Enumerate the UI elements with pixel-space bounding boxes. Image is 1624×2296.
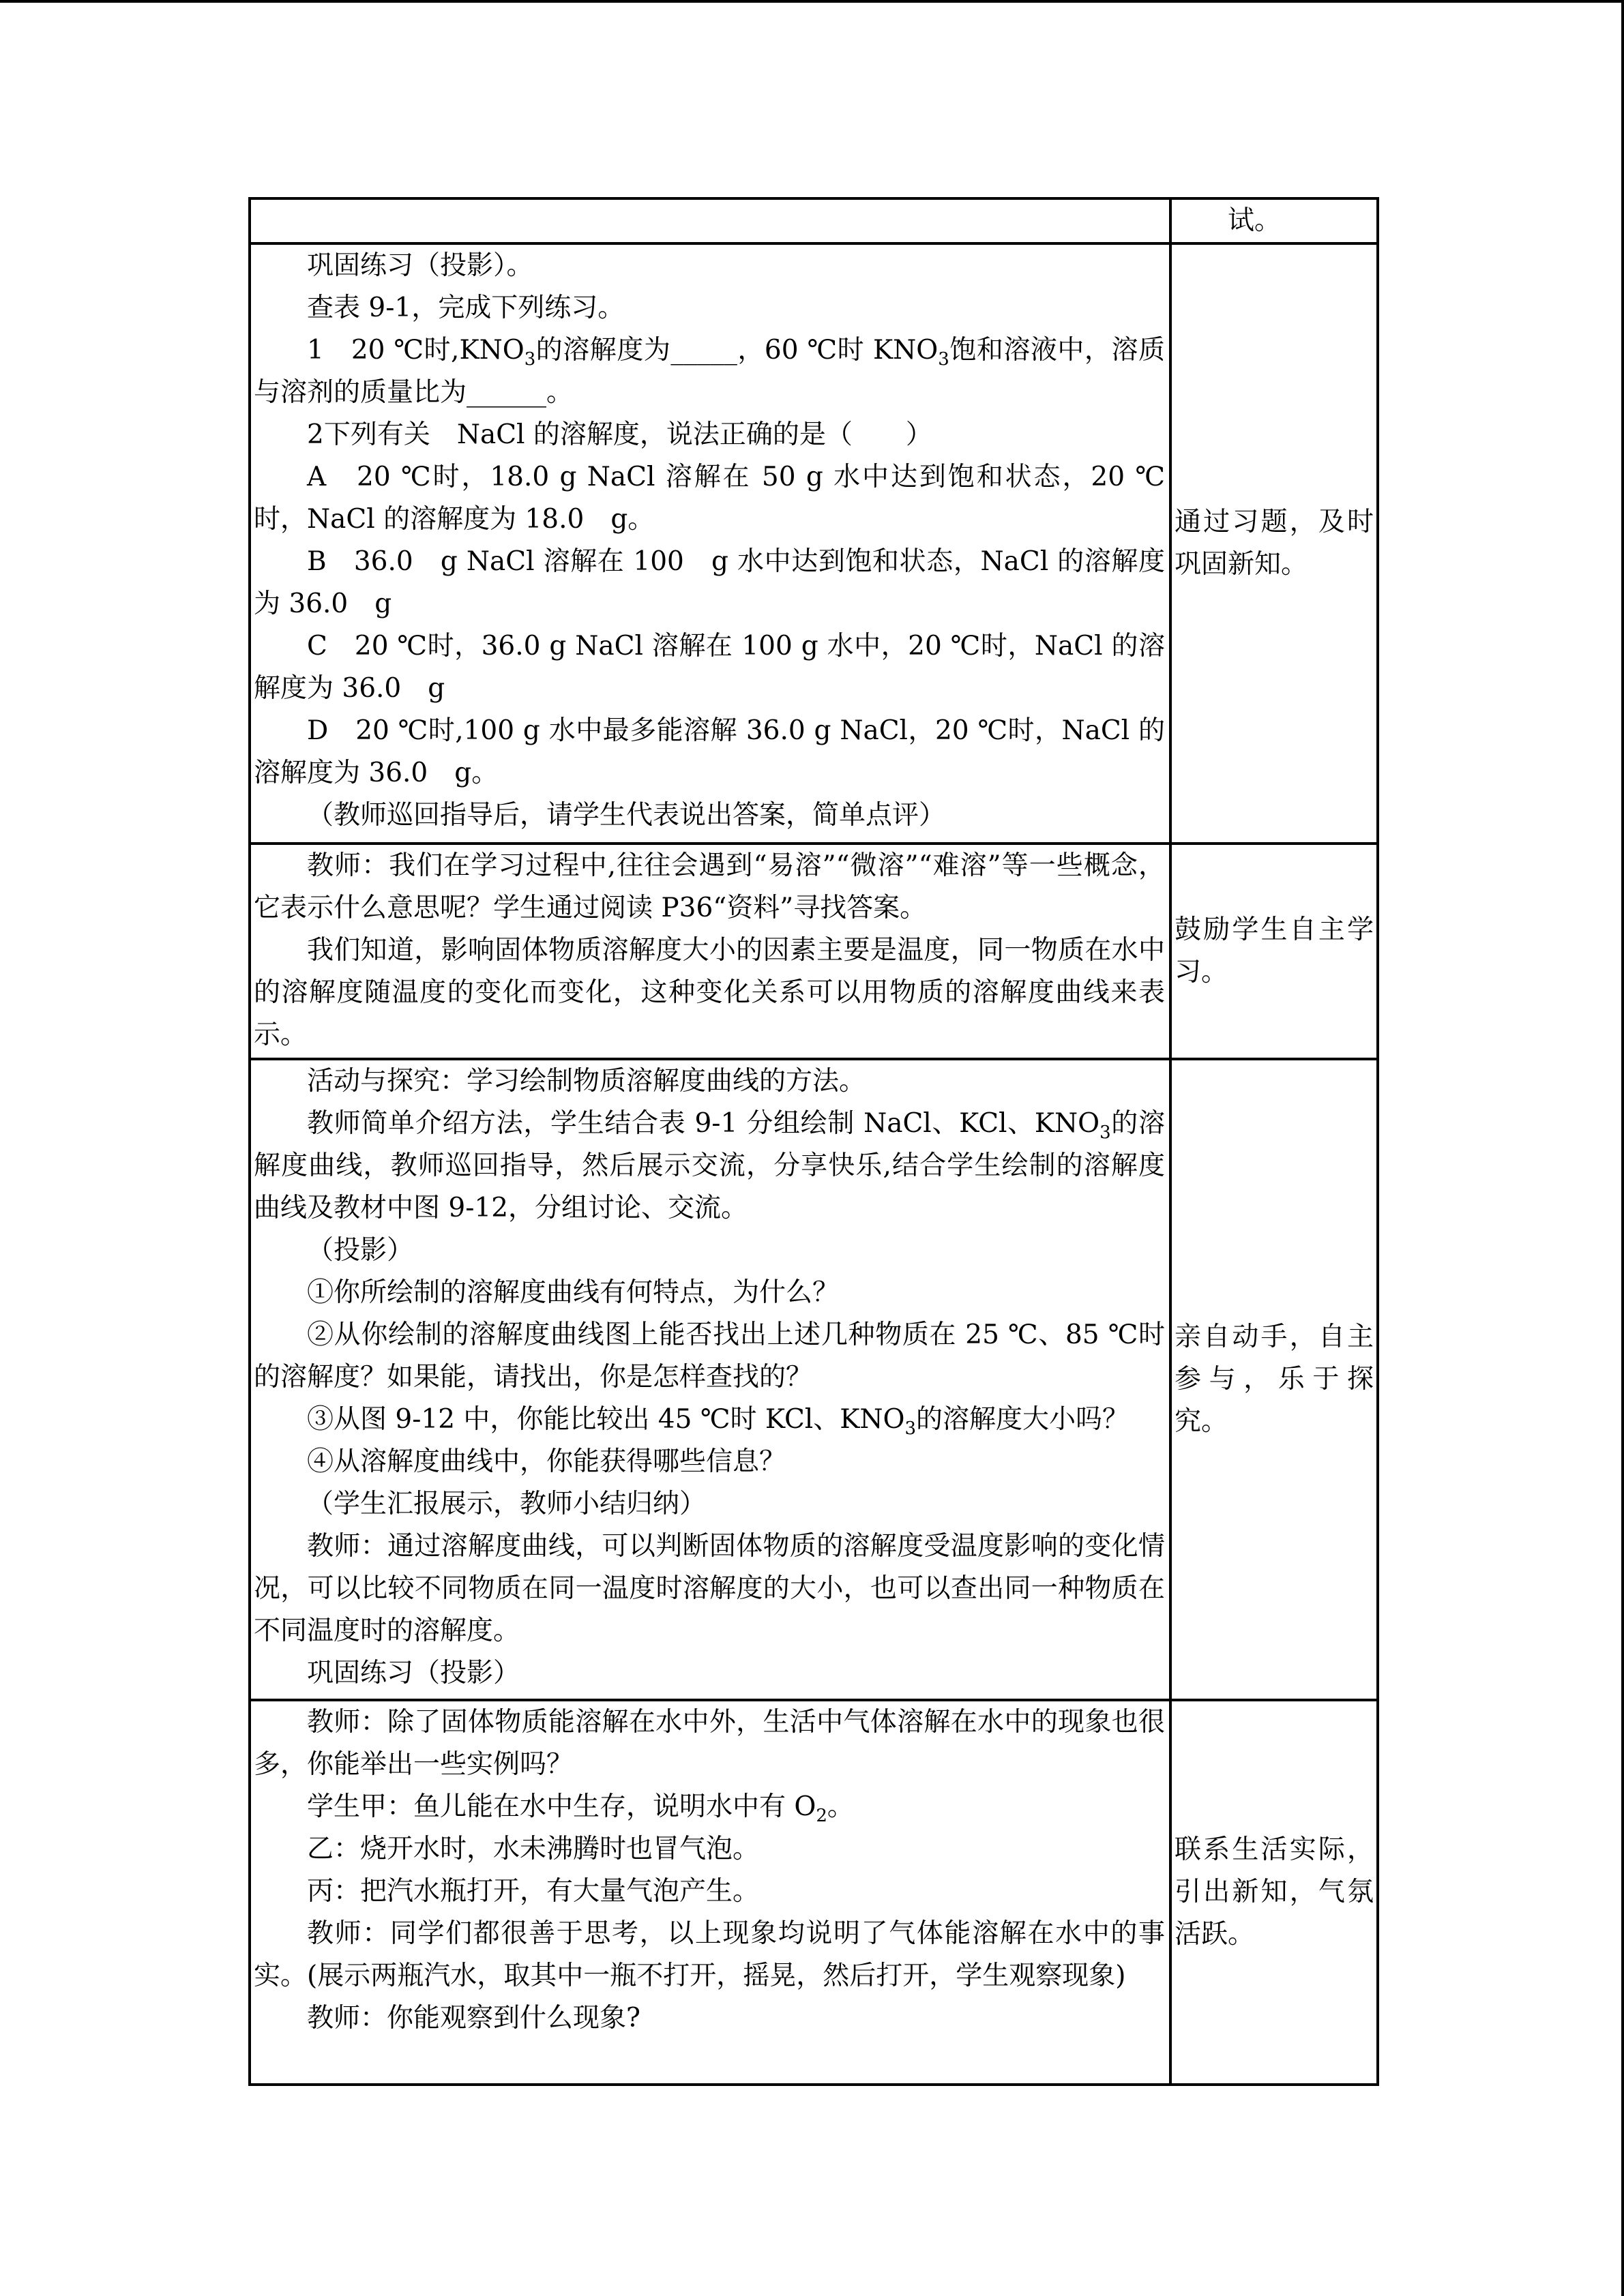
- note-cell: [1170, 1059, 1378, 1700]
- note-cell: [1170, 844, 1378, 1059]
- content-line: （教师巡回指导后，请学生代表说出答案，简单点评）: [307, 800, 946, 831]
- table-row: [250, 1700, 1378, 2085]
- content-cell: [250, 1700, 1170, 2085]
- page-right-border: [1621, 0, 1624, 2296]
- content-line: 1 20 ℃时$,KNO_3$的溶解度为_____，60 ℃时 $KNO_3$饱和溶液中，溶质与溶剂的质量比为______。: [254, 335, 1165, 408]
- content-line: ③从图 9-12 中，你能比较出 45 ℃时 KCl、$KNO_3$的溶解度大小吗？: [307, 1404, 1130, 1439]
- content-line: 查表 9-1，完成下列练习。: [307, 293, 625, 323]
- content-cell: [250, 844, 1170, 1059]
- content-line: 教师：同学们都很善于思考，以上现象均说明了气体能溶解在水中的事实。(展示两瓶汽水，取其中一瓶不打开，摇晃，然后打开，学生观察现象): [254, 1918, 1165, 1991]
- content-line: 教师：通过溶解度曲线，可以判断固体物质的溶解度受温度影响的变化情况，可以比较不同物质在同一温度时溶解度的大小，也可以查出同一种物质在不同温度时的溶解度。: [254, 1531, 1165, 1646]
- content-line: ②从你绘制的溶解度曲线图上能否找出上述几种物质在 25 ℃、85 ℃时的溶解度？如果能，请找出，你是怎样查找的？: [254, 1320, 1165, 1392]
- content-cell: [250, 1059, 1170, 1700]
- content-line: 活动与探究：学习绘制物质溶解度曲线的方法。: [307, 1066, 866, 1097]
- content-line: （学生汇报展示，教师小结归纳）: [307, 1489, 707, 1519]
- content-cell: [250, 198, 1170, 243]
- note-cell: [1170, 243, 1378, 844]
- content-line: 巩固练习（投影）。: [307, 250, 533, 281]
- content-line: C 20 ℃时，36.0 g NaCl 溶解在 100 g 水中，20 ℃时，NaCl 的溶解度为 36.0 g: [254, 631, 1165, 704]
- content-line: 丙：把汽水瓶打开，有大量气泡产生。: [307, 1876, 760, 1907]
- note-text: 通过习题，及时巩固新知。: [1175, 507, 1374, 580]
- content-line: D 20 ℃时,100 g 水中最多能溶解 36.0 g NaCl，20 ℃时，NaCl 的溶解度为 36.0 g。: [254, 715, 1165, 788]
- note-cell: [1170, 198, 1378, 243]
- table-row: [250, 844, 1378, 1059]
- content-line: （投影）: [307, 1235, 414, 1266]
- page-top-border: [0, 0, 1624, 3]
- content-line: ④从溶解度曲线中，你能获得哪些信息？: [307, 1446, 786, 1477]
- table-row: [250, 198, 1378, 243]
- content-line: 我们知道，影响固体物质溶解度大小的因素主要是温度，同一物质在水中的溶解度随温度的变化而变化，这种变化关系可以用物质的溶解度曲线来表示。: [254, 935, 1165, 1050]
- content-line: 巩固练习（投影）: [307, 1658, 520, 1688]
- content-line: A 20 ℃时，18.0 g NaCl 溶解在 50 g 水中达到饱和状态，20 ℃时，NaCl 的溶解度为 18.0 g。: [254, 462, 1165, 535]
- note-text: 联系生活实际，引出新知，气氛活跃。: [1175, 1834, 1374, 1950]
- content-line: 教师：我们在学习过程中,往往会遇到“易溶”“微溶”“难溶”等一些概念，它表示什么意思呢？学生通过阅读 P36“资料”寻找答案。: [254, 850, 1165, 923]
- content-line: 教师简单介绍方法，学生结合表 9-1 分组绘制 NaCl、KCl、$KNO_3$的溶解度曲线，教师巡回指导，然后展示交流，分享快乐,结合学生绘制的溶解度曲线及教材中图 9-12，分组讨论、交流。: [254, 1108, 1165, 1223]
- note-cell: [1170, 1700, 1378, 2085]
- content-line: 学生甲：鱼儿能在水中生存，说明水中有 $O_2$。: [307, 1791, 854, 1826]
- content-line: ①你所绘制的溶解度曲线有何特点，为什么？: [307, 1277, 840, 1308]
- note-text: 鼓励学生自主学习。: [1175, 914, 1374, 987]
- content-line: B 36.0 g NaCl 溶解在 100 g 水中达到饱和状态，NaCl 的溶解度为 36.0 g: [254, 546, 1165, 619]
- note-text: 试。: [1228, 205, 1282, 236]
- content-line: 2下列有关 NaCl 的溶解度，说法正确的是（ ）: [307, 419, 932, 450]
- content-line: 教师：除了固体物质能溶解在水中外，生活中气体溶解在水中的现象也很多，你能举出一些实例吗？: [254, 1707, 1165, 1780]
- content-cell: [250, 243, 1170, 844]
- note-text: 亲自动手，自主参与，乐于探究。: [1175, 1322, 1374, 1437]
- table-row: [250, 243, 1378, 844]
- content-line: 教师：你能观察到什么现象?: [307, 2003, 640, 2033]
- lesson-plan-table: [248, 197, 1379, 2086]
- table-row: [250, 1059, 1378, 1700]
- content-line: 乙：烧开水时，水未沸腾时也冒气泡。: [307, 1834, 760, 1864]
